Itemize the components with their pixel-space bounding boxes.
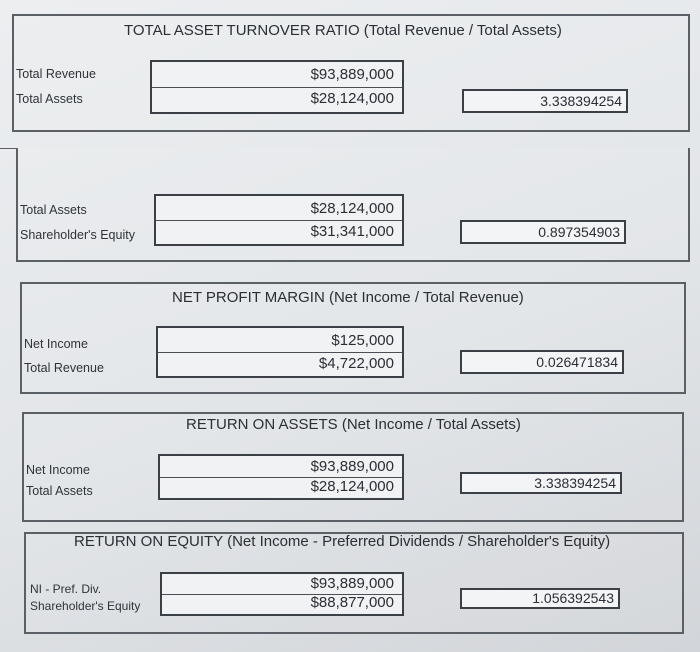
asset-turnover-input-box[interactable] [150,60,404,114]
label-shareholders-equity: Shareholder's Equity [20,228,135,242]
net-profit-margin-input-box[interactable] [156,326,404,378]
value-net-income[interactable]: $125,000 [331,332,394,349]
return-on-equity-title: RETURN ON EQUITY (Net Income - Preferred Dividends / Shareholder's Equity) [74,533,611,550]
value-shareholders-equity[interactable]: $31,341,000 [310,223,394,240]
row-divider [156,220,402,221]
label-total-revenue-2: Total Revenue [24,361,104,375]
label-total-assets-2: Total Assets [20,203,87,217]
return-on-equity-result[interactable]: 1.056392543 [460,588,620,609]
asset-turnover-result[interactable]: 3.338394254 [462,89,628,113]
label-net-income: Net Income [24,337,88,351]
row-divider [152,87,402,88]
return-on-assets-result[interactable]: 3.338394254 [460,472,622,494]
partial-cell-border [0,148,17,179]
value-total-assets-2[interactable]: $28,124,000 [310,200,394,217]
label-net-income-2: Net Income [26,463,90,477]
label-shareholders-equity-2: Shareholder's Equity [30,599,141,613]
return-on-equity-input-box[interactable] [160,572,404,616]
label-total-assets: Total Assets [16,92,83,106]
return-on-assets-title: RETURN ON ASSETS (Net Income / Total Assets) [186,416,521,433]
value-net-income-2[interactable]: $93,889,000 [310,458,394,475]
equity-ratio-result[interactable]: 0.897354903 [460,220,626,244]
label-total-revenue: Total Revenue [16,67,96,81]
row-divider [158,352,402,353]
net-profit-margin-title: NET PROFIT MARGIN (Net Income / Total Revenue) [172,289,524,306]
label-ni-pref-div: NI - Pref. Div. [30,582,102,596]
net-profit-margin-result[interactable]: 0.026471834 [460,350,624,374]
label-total-assets-3: Total Assets [26,484,93,498]
value-total-revenue[interactable]: $93,889,000 [310,66,394,83]
value-total-assets[interactable]: $28,124,000 [310,90,394,107]
return-on-assets-input-box[interactable] [158,454,404,500]
value-shareholders-equity-2[interactable]: $88,877,000 [310,594,394,611]
equity-ratio-input-box[interactable] [154,194,404,246]
value-total-assets-3[interactable]: $28,124,000 [310,478,394,495]
asset-turnover-title: TOTAL ASSET TURNOVER RATIO (Total Revenue / Total Assets) [124,22,562,39]
value-total-revenue-2[interactable]: $4,722,000 [318,355,394,372]
value-ni-pref-div[interactable]: $93,889,000 [310,575,394,592]
